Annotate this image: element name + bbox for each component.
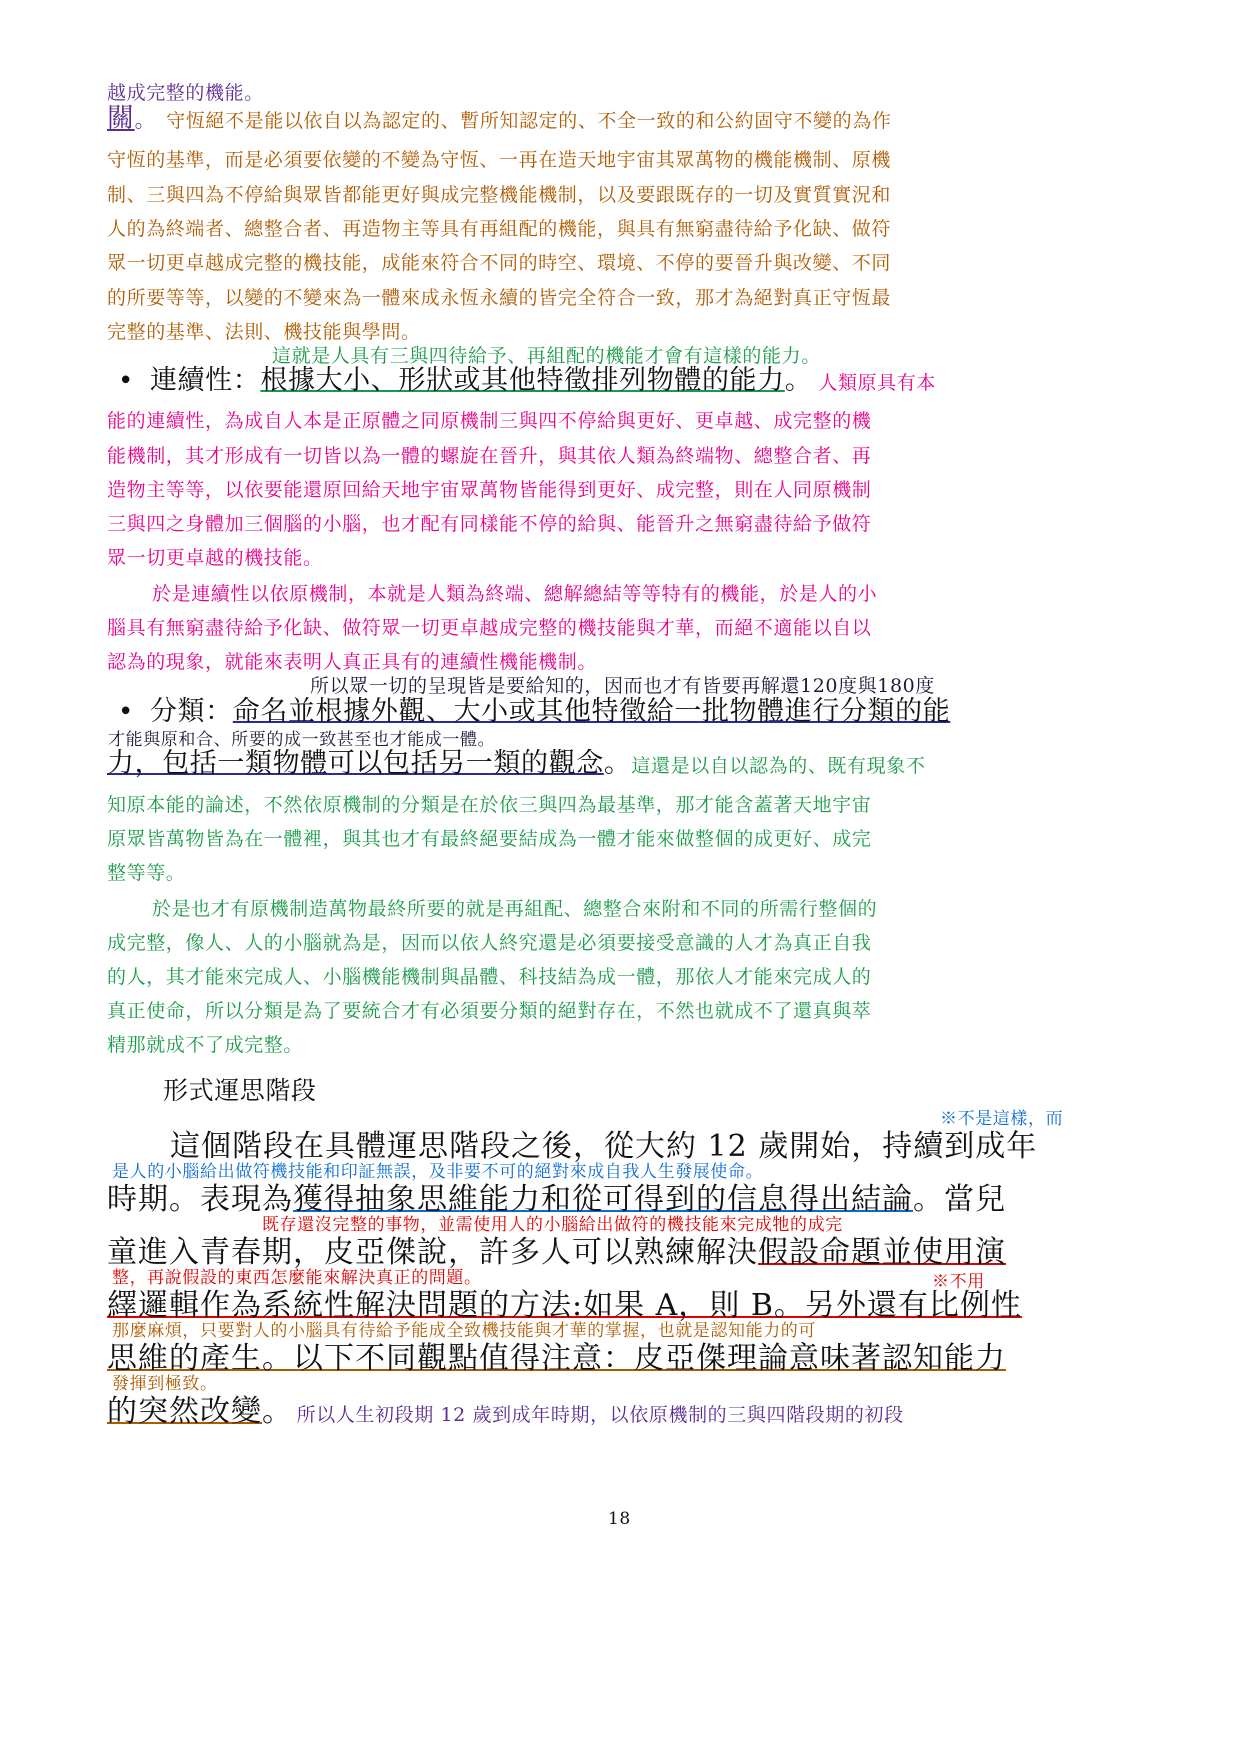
continuity-term: 連續性： [149,365,261,396]
green-start: 這還是以自以認為的、既有現象不 [631,755,926,777]
section-heading: 形式運思階段 [163,1076,317,1105]
green-note: 這就是人具有三與四待給予、再組配的機能才會有這樣的能力。 [272,345,821,367]
formal-line-6-period: 。 [262,1394,293,1429]
green-line: 整等等。 [107,862,186,884]
classification-definition-1: 命名並根據外觀、大小或其他特徵給一批物體進行分類的能 [232,696,951,727]
formal-line-3-start: 童進入青春期，皮亞傑說，許多人可以熟練解決 [107,1235,758,1270]
continuity-item [118,366,936,396]
green-line: 於是也才有原機制造萬物最終所要的就是再組配、總整合來附和不同的所需行整個的 [152,898,878,920]
brown-note: 發揮到極致。 [112,1374,218,1394]
blue-note-right: ※不是這樣，而 [940,1109,1064,1129]
red-note: 整，再說假設的東西怎麼能來解決真正的問題。 [112,1268,482,1288]
green-line: 成完整，像人、人的小腦就為是，因而以依人終究還是必須要接受意識的人才為真正自我 [107,932,872,954]
formal-line-2 [107,1183,1006,1216]
guan-mark: 。 [134,108,157,132]
formal-line-1: 這個階段在具體運思階段之後，從大約 12 歲開始，持續到成年 [170,1129,1038,1164]
pink-line: 能機制，其才形成有一切皆以為一體的螺旋在晉升，與其依人類為終端物、總整合者、再 [107,445,872,467]
green-line: 知原本能的論述，不然依原機制的分類是在於依三與四為最基準，那才能含蓋著天地宇宙 [107,794,872,816]
classification-item [118,697,950,727]
red-note: 既存還沒完整的事物，並需使用人的小腦給出做符的機技能來完成牠的成完 [262,1215,843,1235]
pink-line: 眾一切更卓越的機技能。 [107,547,323,569]
pink-line: 造物主等等，以依要能還原回給天地宇宙眾萬物皆能得到更好、成完整，則在人同原機制 [107,479,872,501]
bullet-icon: • [118,366,134,396]
green-line: 的人，其才能來完成人、小腦機能機制與晶體、科技結為成一體，那依人才能來完成人的 [107,966,872,988]
pink-start: 人類原具有本 [818,372,936,394]
formal-line-5: 思維的產生。以下不同觀點值得注意：皮亞傑理論意味著認知能力 [107,1341,1006,1376]
small-note: 才能與原和合、所要的成一致甚至也才能成一體。 [108,730,496,750]
classification-line-2 [107,749,925,779]
formal-line-6-underlined: 的突然改變 [107,1394,262,1429]
brown-para-line: 守恆的基準，而是必須要依變的不變為守恆、一再在造天地宇宙其眾萬物的機能機制、原機 [107,149,892,171]
brown-para-line: 人的為終端者、總整合者、再造物主等具有再組配的機能，與具有無窮盡待給予化缺、做符 [107,218,892,240]
pink-line: 三與四之身體加三個腦的小腦，也才配有同樣能不停的給與、能晉升之無窮盡待給予做符 [107,513,872,535]
green-line: 原眾皆萬物皆為在一體裡，與其也才有最終絕要結成為一體才能來做整個的成更好、成完 [107,828,872,850]
pink-line: 認為的現象，就能來表明人真正具有的連續性機能機制。 [107,651,598,673]
formal-line-3-underlined: 假設命題並使用演 [758,1235,1006,1270]
page-number: 18 [608,1509,631,1529]
formal-line-3 [107,1236,1006,1269]
pink-line: 能的連續性，為成自人本是正原體之同原機制三與四不停給與更好、更卓越、成完整的機 [107,410,872,432]
formal-line-4: 繹邏輯作為系統性解決問題的方法:如果 A，則 B。另外還有比例性 [107,1288,1022,1323]
green-line: 真正使命，所以分類是為了要統合才有必須要分類的絕對存在，不然也就成不了還真與萃 [107,1000,872,1022]
brown-note: 那麼麻煩，只要對人的小腦具有待給予能成全致機技能與才華的掌握，也就是認知能力的可 [112,1321,816,1341]
brown-para-line: 的所要等等，以變的不變來為一體來成永恆永續的皆完全符合一致，那才為絕對真正守恆最 [107,287,892,309]
guan-heading-line [107,104,891,134]
continuity-period: 。 [784,365,813,396]
classification-definition-2: 力，包括一類物體可以包括另一類的觀念 [107,748,604,779]
formal-line-6 [107,1395,904,1428]
classification-term: 分類： [149,696,233,727]
green-line: 精那就成不了成完整。 [107,1034,304,1056]
brown-para-line: 守恆絕不是能以依自以為認定的、暫所知認定的、不全一致的和公約固守不變的為作 [166,110,892,132]
intro-line: 越成完整的機能。 [107,82,264,104]
blue-note: 是人的小腦給出做符機技能和印証無誤，及非要不可的絕對來成自我人生發展使命。 [112,1162,764,1182]
formal-line-2-underlined: 獲得抽象思維能力和從可得到的信息得出結論 [293,1182,913,1217]
brown-para-line: 完整的基準、法則、機技能與學問。 [107,321,421,343]
navy-note: 所以眾一切的呈現皆是要給知的，因而也才有皆要再解還120度與180度 [310,675,935,697]
classification-period: 。 [603,748,632,779]
pink-line: 於是連續性以依原機制，本就是人類為終端、總解總結等等特有的機能，於是人的小 [152,583,878,605]
purple-tail: 所以人生初段期 12 歲到成年時期，以依原機制的三與四階段期的初段 [296,1404,904,1426]
brown-para-line: 制、三與四為不停給與眾皆都能更好與成完整機能機制，以及要跟既存的一切及實質實況和 [107,184,892,206]
guan-char: 關 [107,103,135,134]
red-note-right: ※不用 [932,1272,985,1292]
brown-para-line: 眾一切更卓越成完整的機技能，成能來符合不同的時空、環境、不停的要晉升與改變、不同 [107,252,892,274]
formal-line-2-end: 。當兒 [913,1182,1006,1217]
formal-line-2-start: 時期。表現為 [107,1182,293,1217]
pink-line: 腦具有無窮盡待給予化缺、做符眾一切更卓越成完整的機技能與才華，而絕不適能以自以 [107,617,872,639]
bullet-icon: • [118,697,134,727]
continuity-definition: 根據大小、形狀或其他特徵排列物體的能力 [260,365,785,396]
